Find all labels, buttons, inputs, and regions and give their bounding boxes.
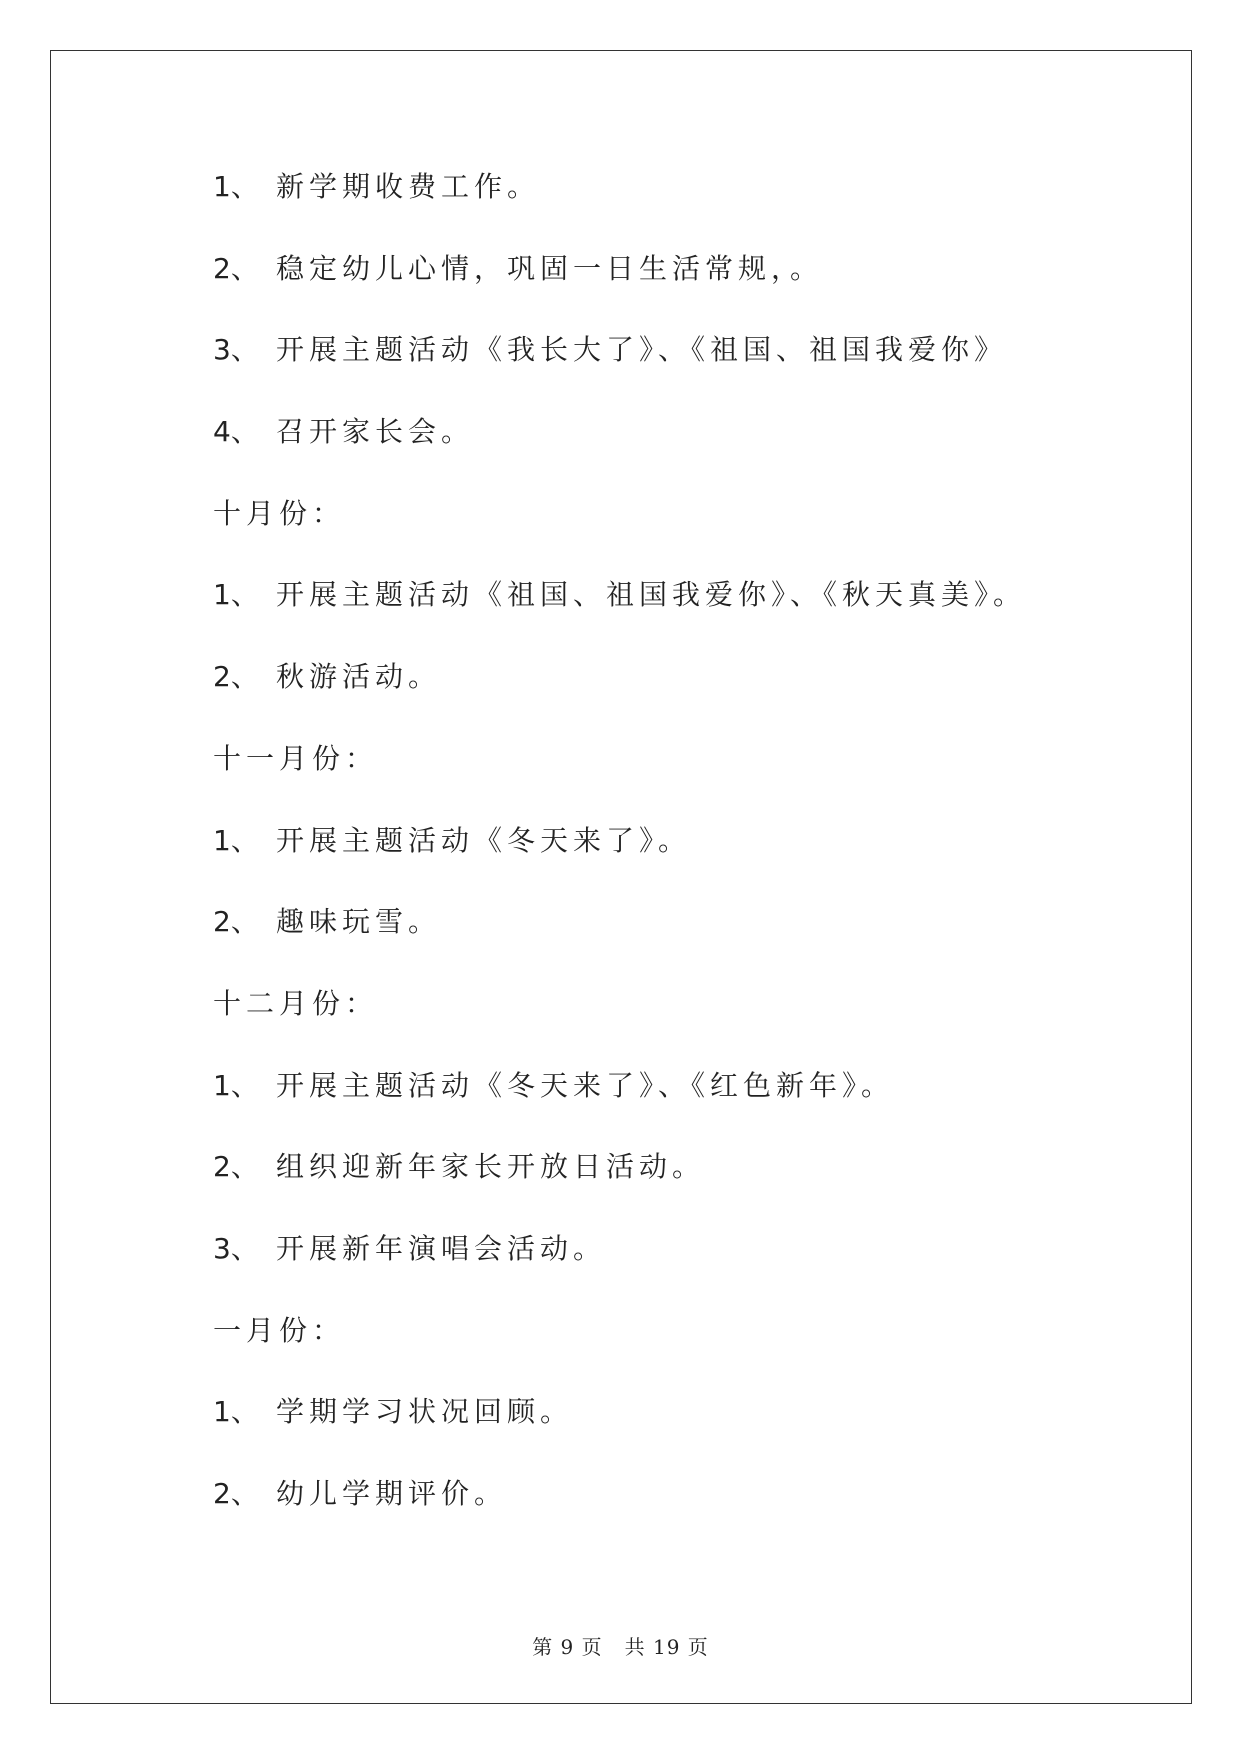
- heading-text: 十一月份：: [213, 741, 379, 775]
- item-number: 3、: [213, 333, 259, 367]
- item-number: 1、: [213, 170, 259, 203]
- item-number: 2、: [213, 1150, 259, 1184]
- item-number: 1、: [213, 1068, 259, 1102]
- list-item: [213, 660, 1113, 742]
- item-number: 2、: [213, 660, 259, 694]
- list-item: [213, 905, 1113, 987]
- section-heading: [213, 497, 1113, 579]
- list-item: [213, 333, 1113, 415]
- item-text: 开展主题活动《冬天来了》、《红色新年》。: [276, 1068, 895, 1102]
- item-text: 稳定幼儿心情，巩固一日生活常规，。: [276, 251, 824, 285]
- item-text: 开展新年演唱会活动。: [276, 1231, 607, 1265]
- list-item: [213, 1150, 1113, 1232]
- list-item: [213, 1069, 1113, 1151]
- list-item: [213, 578, 1113, 660]
- document-body: [213, 170, 1113, 1559]
- item-number: 3、: [213, 1231, 259, 1265]
- item-number: 2、: [213, 1477, 259, 1510]
- item-number: 2、: [213, 251, 259, 285]
- item-text: 召开家长会。: [276, 415, 475, 449]
- section-heading: [213, 1314, 1113, 1396]
- page-footer: [0, 1631, 1241, 1660]
- item-text: 趣味玩雪。: [276, 905, 442, 939]
- section-heading: [213, 987, 1113, 1069]
- item-number: 2、: [213, 905, 259, 939]
- item-text: 学期学习状况回顾。: [276, 1395, 574, 1429]
- list-item: [213, 1232, 1113, 1314]
- list-item: [213, 824, 1113, 906]
- heading-text: 十月份：: [213, 496, 346, 530]
- item-number: 1、: [213, 578, 259, 612]
- list-item: [213, 1477, 1113, 1559]
- section-heading: [213, 742, 1113, 824]
- item-number: 1、: [213, 1395, 259, 1429]
- page-total: 共 19 页: [624, 1635, 709, 1659]
- item-text: 新学期收费工作。: [276, 170, 541, 203]
- item-number: 1、: [213, 823, 259, 857]
- page-number: 第 9 页: [532, 1635, 603, 1659]
- item-number: 4、: [213, 415, 259, 449]
- heading-text: 一月份：: [213, 1313, 346, 1347]
- item-text: 秋游活动。: [276, 660, 442, 694]
- item-text: 开展主题活动《祖国、祖国我爱你》、《秋天真美》。: [276, 578, 1027, 612]
- item-text: 开展主题活动《我长大了》、《祖国、祖国我爱你》: [276, 333, 1008, 367]
- heading-text: 十二月份：: [213, 986, 379, 1020]
- item-text: 组织迎新年家长开放日活动。: [276, 1150, 706, 1184]
- list-item: [213, 252, 1113, 334]
- list-item: [213, 1395, 1113, 1477]
- item-text: 幼儿学期评价。: [276, 1477, 508, 1510]
- list-item: [213, 415, 1113, 497]
- item-text: 开展主题活动《冬天来了》。: [276, 823, 692, 857]
- list-item: [213, 170, 1113, 252]
